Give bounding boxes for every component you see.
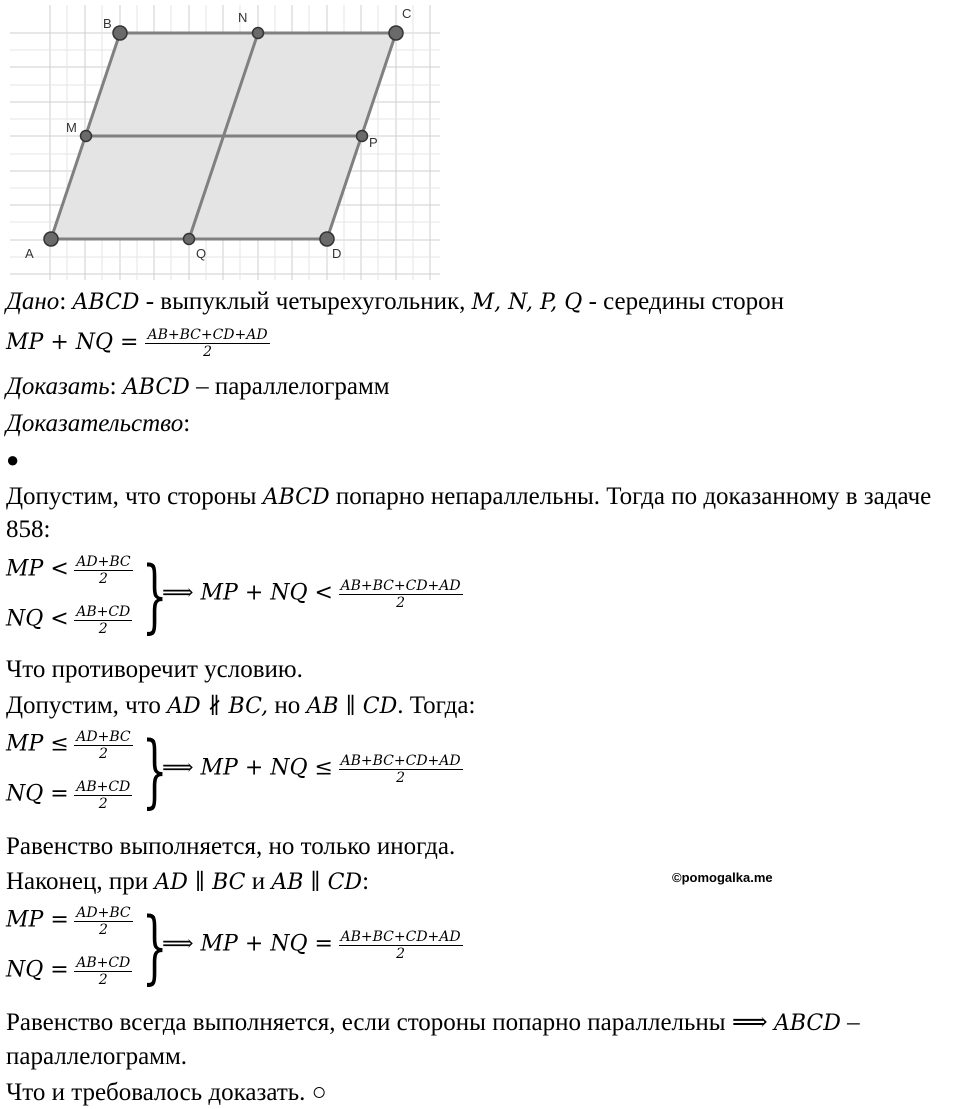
bullet: ● (6, 447, 20, 472)
final-line1: Равенство всегда выполняется, если стороны попарно параллельны ⟹ ABCD – (6, 1009, 860, 1036)
label-a: A (25, 246, 34, 261)
given-line: Дано: ABCD - выпуклый четырехугольник, M, N, P, Q - середины сторон (6, 288, 785, 315)
case3-line: Наконец, при AD ∥ BC и AB ∥ CD: (6, 868, 370, 895)
label-c: C (402, 6, 412, 21)
prove-abcd: ABCD (122, 375, 190, 400)
label-d: D (332, 246, 342, 261)
label-p: P (369, 135, 378, 150)
condition-fraction: $\frac{AB+BC+CD+AD}{2}$ (147, 327, 268, 360)
proof-label-line: Доказательство: (6, 410, 191, 437)
condition-lhs: MP + NQ = (6, 330, 146, 356)
system-2: MP ≤ $\frac{AD+BC}{2}$ NQ = $\frac{AB+CD}{2}$ } ⟹ MP + NQ ≤ $\frac{AB+BC+CD+AD}{2}$ (6, 724, 461, 817)
point-c (389, 26, 403, 40)
label-q: Q (196, 246, 207, 261)
parallelogram-figure (0, 0, 460, 290)
point-d (320, 232, 334, 246)
condition-line (6, 327, 270, 360)
point-m (81, 131, 92, 142)
label-b: B (103, 16, 112, 31)
proof-label: Доказательство (6, 410, 184, 437)
qed-line: Что и требовалось доказать. ○ (6, 1079, 327, 1106)
prove-line: Доказать: ABCD – параллелограмм (6, 373, 390, 400)
final-line2: параллелограмм. (6, 1043, 188, 1070)
given-points: M, N, P, Q (471, 290, 583, 315)
case2-result: Равенство выполняется, но только иногда. (6, 833, 456, 860)
point-n (253, 28, 264, 39)
label-m: M (66, 120, 77, 135)
prove-label: Доказать (6, 373, 110, 400)
label-n: N (238, 10, 248, 25)
given-label: Дано (6, 288, 60, 315)
case1-line1: Допустим, что стороны ABCD попарно непараллельны. Тогда по доказанному в задаче (6, 483, 932, 510)
point-p (357, 131, 368, 142)
system-3: MP = $\frac{AD+BC}{2}$ NQ = $\frac{AB+CD}{2}$ } ⟹ MP + NQ = $\frac{AB+BC+CD+AD}{2}$ (6, 900, 461, 993)
case1-result: Что противоречит условию. (6, 656, 303, 683)
brace-icon: } (142, 900, 168, 993)
brace-icon: } (142, 549, 168, 642)
point-q (184, 234, 195, 245)
given-abcd: ABCD (72, 290, 140, 315)
point-b (113, 26, 127, 40)
point-a (44, 232, 58, 246)
watermark: ©pomogalka.me (672, 870, 773, 885)
brace-icon: } (142, 724, 168, 817)
case2-line: Допустим, что AD ∦ BC, но AB ∥ CD. Тогда: (6, 692, 476, 719)
system-1: MP < $\frac{AD+BC}{2}$ NQ < $\frac{AB+CD}{2}$ } ⟹ MP + NQ < $\frac{AB+BC+CD+AD}{2}$ (6, 549, 461, 642)
case1-line2: 858: (6, 516, 51, 543)
